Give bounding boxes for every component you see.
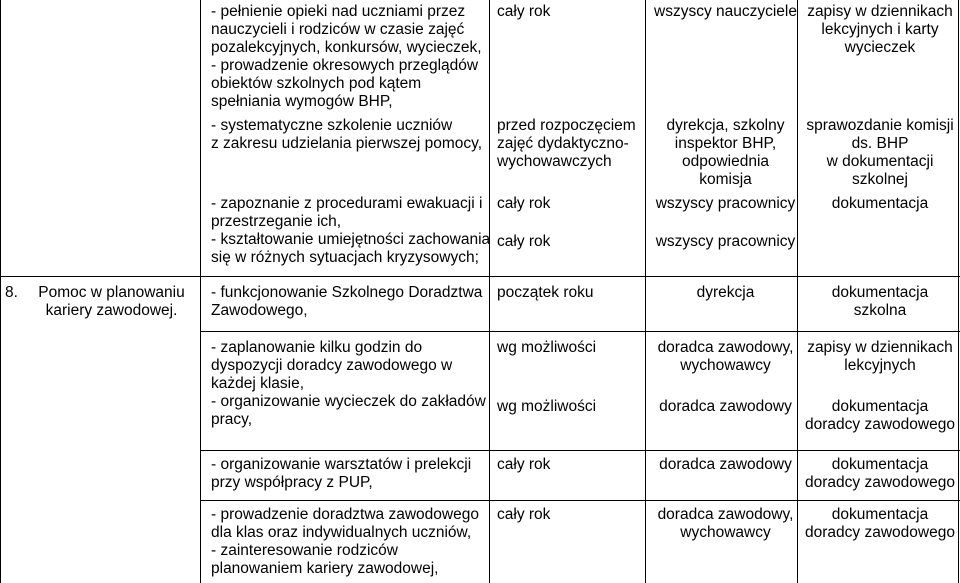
activity-line: pracy, [211,411,253,428]
documentation-line: dokumentacja [831,195,929,212]
deadline-line: cały rok [497,506,551,523]
documentation-cell [803,195,957,213]
table-column-divider [645,0,646,583]
documentation-line: zapisy w dziennikach [807,3,953,20]
responsible-line: wychowawcy [680,357,771,374]
table-column-divider [0,0,1,583]
documentation-cell [803,456,957,492]
documentation-line: doradcy zawodowego [805,474,955,491]
activity-line: - organizowanie wycieczek do zakładów [211,393,486,410]
activity-line: - prowadzenie doradztwa zawodowego [211,506,479,523]
responsible-line: wszyscy pracownicy [655,195,796,212]
documentation-line: dokumentacja [831,506,929,523]
deadline-line: wg możliwości [497,339,597,356]
task-title [26,284,197,320]
documentation-line: doradcy zawodowego [805,416,955,433]
activity-line: - pełnienie opieki nad uczniami przez [211,3,466,20]
activity-line: - systematyczne szkolenie uczniów [211,117,453,134]
documentation-line: lekcyjnych [844,357,916,374]
documentation-line: ds. BHP [851,135,909,152]
responsible-cell [653,456,798,474]
responsible-cell [653,233,798,251]
activity-line: - zapoznanie z procedurami ewakuacji i [211,195,483,212]
documentation-line: zapisy w dziennikach [807,339,953,356]
responsible-cell [653,3,798,21]
activity-line: spełniania wymogów BHP, [211,93,393,110]
responsible-line: doradca zawodowy, [657,339,794,356]
table-row-divider [200,450,960,451]
activity-line: się w różnych sytuacjach kryzysowych; [211,249,479,266]
deadline-cell [497,195,645,213]
deadline-line: początek roku [497,284,594,301]
documentation-line: dokumentacja [831,456,929,473]
documentation-line: wycieczek [844,39,916,56]
activity-line: pozalekcyjnych, konkursów, wycieczek, [211,39,482,56]
task-title-line: Pomoc w planowaniu [38,284,185,301]
deadline-cell [497,339,645,357]
responsible-line: doradca zawodowy, [657,506,794,523]
documentation-line: sprawozdanie komisji [806,117,954,134]
activity-line: przy współpracy z PUP, [211,474,373,491]
deadline-cell [497,506,645,524]
documentation-line: szkolna [853,302,907,319]
documentation-cell [803,117,957,189]
deadline-cell [497,284,645,302]
activity-line: przestrzeganie ich, [211,213,342,230]
deadline-cell [497,456,645,474]
documentation-cell [803,339,957,375]
responsible-line: odpowiednia [681,153,770,170]
responsible-cell [653,284,798,302]
deadline-line: cały rok [497,3,551,20]
activity-line: - zainteresowanie rodziców [211,542,398,559]
activity-description [211,284,490,320]
documentation-cell [803,284,957,320]
activity-line: dla klas oraz indywidualnych uczniów, [211,524,472,541]
table-row-divider [200,500,960,501]
deadline-line: cały rok [497,195,551,212]
activity-line: - zaplanowanie kilku godzin do [211,339,423,356]
documentation-line: doradcy zawodowego [805,524,955,541]
activity-description [211,117,490,153]
documentation-line: lekcyjnych i karty [821,21,939,38]
task-number: 8. [5,284,18,301]
deadline-cell [497,117,645,171]
activity-line: - funkcjonowanie Szkolnego Doradztwa [211,284,483,301]
activity-line: planowaniem kariery zawodowej, [211,560,439,577]
documentation-line: w dokumentacji [826,153,934,170]
responsible-line: komisja [699,171,752,188]
responsible-line: dyrekcja [696,284,755,301]
activity-line: z zakresu udzielania pierwszej pomocy, [211,135,483,152]
table-column-divider [200,0,201,583]
activity-line: - organizowanie warsztatów i prelekcji [211,456,472,473]
documentation-line: szkolnej [852,171,908,188]
responsible-cell [653,506,798,542]
activity-line: - prowadzenie okresowych przeglądów [211,57,479,74]
deadline-line: cały rok [497,233,551,250]
deadline-line: zajęć dydaktyczno- [497,135,629,152]
documentation-cell [803,3,957,57]
activity-line: dyspozycji doradcy zawodowego w [211,357,453,374]
deadline-line: wychowawczych [497,153,612,170]
deadline-cell [497,233,645,251]
activity-line: Zawodowego, [211,302,308,319]
activity-description [211,339,490,429]
activity-description [211,456,490,492]
documentation-line: dokumentacja [831,284,929,301]
documentation-line: dokumentacja [831,398,929,415]
responsible-line: wszyscy nauczyciele [654,3,797,20]
activity-line: obiektów szkolnych pod kątem [211,75,422,92]
activity-line: nauczycieli i rodziców w czasie zajęć [211,21,465,38]
deadline-cell [497,398,645,416]
responsible-cell [653,339,798,375]
deadline-line: cały rok [497,456,551,473]
deadline-line: przed rozpoczęciem [497,117,636,134]
responsible-line: inspektor BHP, [674,135,777,152]
activity-description [211,195,490,267]
activity-line: - kształtowanie umiejętności zachowania [211,231,491,248]
documentation-cell [803,398,957,434]
activity-description [211,506,490,578]
activity-description [211,3,490,111]
table-row-divider [0,276,960,277]
responsible-line: doradca zawodowy [659,456,792,473]
table-row-divider [200,331,960,332]
deadline-cell [497,3,645,21]
responsible-line: dyrekcja, szkolny [666,117,785,134]
responsible-cell [653,398,798,416]
responsible-cell [653,117,798,189]
documentation-cell [803,506,957,542]
table-column-divider [958,0,959,583]
responsible-line: wychowawcy [680,524,771,541]
responsible-line: wszyscy pracownicy [655,233,796,250]
deadline-line: wg możliwości [497,398,597,415]
responsible-line: doradca zawodowy [659,398,792,415]
task-title-line: kariery zawodowej. [45,302,178,319]
activity-line: każdej klasie, [211,375,305,392]
responsible-cell [653,195,798,213]
